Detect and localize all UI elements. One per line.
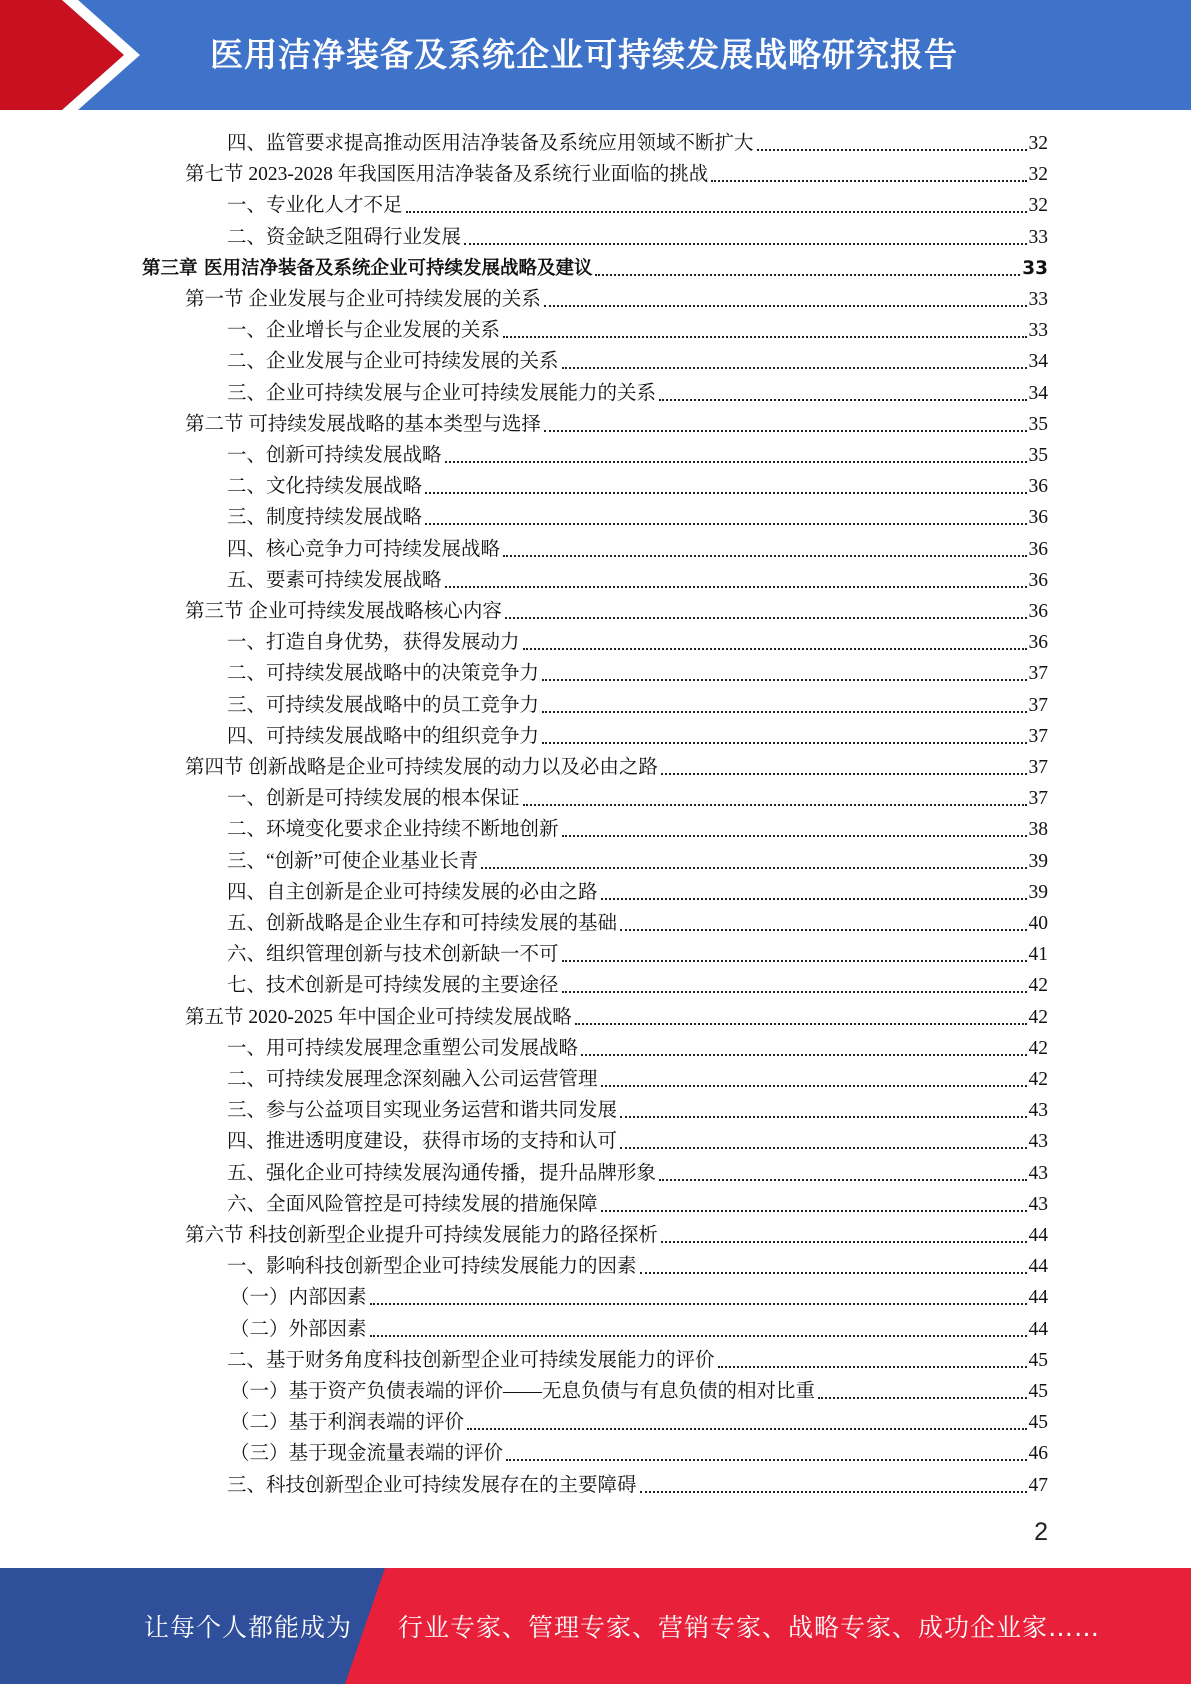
toc-entry[interactable] [227, 783, 1048, 814]
toc-entry-page: 45 [1028, 1381, 1048, 1402]
toc-entry-title: （一）内部因素 [230, 1287, 367, 1309]
toc-dot-leader [523, 804, 1027, 806]
toc-entry-page: 43 [1028, 1193, 1048, 1215]
toc-entry-page: 32 [1028, 195, 1048, 217]
toc-entry-page: 42 [1028, 1069, 1048, 1090]
toc-dot-leader [467, 1428, 1026, 1430]
toc-entry[interactable] [227, 1251, 1048, 1282]
toc-entry-title: （二）外部因素 [230, 1318, 367, 1340]
toc-entry-title: 六、全面风险管控是可持续发展的措施保障 [227, 1193, 598, 1215]
toc-entry-title: 三、企业可持续发展与企业可持续发展能力的关系 [227, 382, 657, 404]
toc-entry-title: 第二节 可持续发展战略的基本类型与选择 [185, 413, 541, 435]
toc-entry-title: 五、强化企业可持续发展沟通传播，提升品牌形象 [227, 1162, 657, 1184]
toc-dot-leader [542, 711, 1026, 713]
toc-dot-leader [718, 1366, 1027, 1368]
toc-entry-title: 二、基于财务角度科技创新型企业可持续发展能力的评价 [227, 1349, 715, 1371]
toc-entry-page: 46 [1028, 1443, 1048, 1465]
toc-entry[interactable] [227, 877, 1048, 908]
toc-entry-title: 四、监管要求提高推动医用洁净装备及系统应用领域不断扩大 [227, 133, 754, 154]
toc-entry-page: 37 [1028, 788, 1048, 810]
toc-dot-leader [370, 1335, 1027, 1337]
toc-dot-leader [620, 1147, 1026, 1149]
toc-entry-title: 一、创新是可持续发展的根本保证 [227, 788, 520, 810]
toc-dot-leader [542, 679, 1026, 681]
toc-dot-leader [640, 1491, 1027, 1493]
toc-entry-page: 44 [1028, 1225, 1048, 1246]
toc-dot-leader [818, 1397, 1026, 1399]
toc-entry-page: 32 [1028, 133, 1048, 154]
toc-entry-title: 四、推进透明度建设，获得市场的支持和认可 [227, 1131, 618, 1153]
toc-entry-page: 35 [1028, 413, 1048, 435]
toc-entry-page: 32 [1028, 164, 1048, 186]
toc-entry[interactable] [227, 908, 1048, 939]
toc-entry[interactable] [227, 346, 1048, 377]
toc-entry[interactable] [227, 1095, 1048, 1126]
toc-dot-leader [581, 1054, 1026, 1056]
toc-entry-title: 二、环境变化要求企业持续不断地创新 [227, 819, 559, 841]
toc-dot-leader [562, 960, 1027, 962]
toc-entry-title: 第四节 创新战略是企业可持续发展的动力以及必由之路 [185, 757, 658, 778]
toc-entry-page: 37 [1028, 757, 1048, 778]
toc-entry-page: 44 [1028, 1318, 1048, 1340]
toc-entry-page: 47 [1028, 1474, 1048, 1496]
toc-entry-title: 二、企业发展与企业可持续发展的关系 [227, 351, 559, 373]
toc-entry-title: 第三章 医用洁净装备及系统企业可持续发展战略及建议 [142, 257, 593, 279]
toc-entry-page: 33 [1022, 257, 1048, 279]
toc-dot-leader [544, 430, 1027, 432]
toc-dot-leader [575, 1023, 1027, 1025]
toc-entry-page: 40 [1028, 913, 1048, 934]
toc-entry[interactable] [230, 1376, 1048, 1407]
toc-entry-page: 36 [1028, 538, 1048, 560]
toc-entry-page: 38 [1028, 819, 1048, 841]
toc-entry[interactable] [227, 814, 1048, 845]
toc-entry-page: 33 [1028, 320, 1048, 342]
toc-entry[interactable] [227, 565, 1048, 596]
toc-entry-title: 五、要素可持续发展战略 [227, 569, 442, 591]
toc-entry-title: 三、“创新”可使企业基业长青 [227, 850, 479, 872]
toc-entry-title: 一、创新可持续发展战略 [227, 445, 442, 466]
toc-dot-leader [503, 555, 1026, 557]
toc-entry-page: 39 [1028, 881, 1048, 903]
toc-entry-title: 第一节 企业发展与企业可持续发展的关系 [185, 289, 541, 310]
toc-entry-title: 二、文化持续发展战略 [227, 476, 423, 498]
toc-entry[interactable] [227, 627, 1048, 658]
report-title: 医用洁净装备及系统企业可持续发展战略研究报告 [210, 35, 958, 74]
header-arrow-decoration [0, 0, 150, 110]
toc-dot-leader [562, 367, 1027, 369]
toc-entry-page: 41 [1028, 944, 1048, 966]
toc-dot-leader [601, 898, 1027, 900]
toc-entry-page: 36 [1028, 507, 1048, 529]
toc-entry-title: 四、自主创新是企业可持续发展的必由之路 [227, 881, 598, 903]
toc-entry[interactable] [227, 1064, 1048, 1095]
toc-entry-page: 36 [1028, 569, 1048, 591]
toc-dot-leader [640, 1272, 1027, 1274]
toc-entry-page: 45 [1028, 1349, 1048, 1371]
toc-entry[interactable] [227, 939, 1048, 970]
toc-entry[interactable] [230, 1282, 1048, 1313]
toc-entry-title: 一、影响科技创新型企业可持续发展能力的因素 [227, 1256, 637, 1278]
toc-entry-page: 44 [1028, 1287, 1048, 1309]
toc-entry-title: 第五节 2020-2025 年中国企业可持续发展战略 [185, 1006, 572, 1028]
toc-entry-title: 三、参与公益项目实现业务运营和谐共同发展 [227, 1100, 618, 1122]
toc-dot-leader [464, 243, 1026, 245]
toc-entry-page: 44 [1028, 1256, 1048, 1278]
toc-entry-page: 43 [1028, 1131, 1048, 1153]
toc-dot-leader [425, 492, 1026, 494]
toc-entry-page: 33 [1028, 289, 1048, 310]
toc-entry[interactable] [185, 284, 1048, 315]
toc-entry-title: 二、可持续发展战略中的决策竞争力 [227, 663, 540, 685]
toc-entry[interactable] [227, 846, 1048, 877]
toc-dot-leader [481, 867, 1026, 869]
toc-dot-leader [542, 742, 1026, 744]
toc-dot-leader [620, 929, 1026, 931]
toc-dot-leader [544, 305, 1027, 307]
toc-entry[interactable] [227, 1470, 1048, 1501]
toc-entry-page: 36 [1028, 476, 1048, 498]
toc-dot-leader [562, 835, 1027, 837]
toc-entry[interactable] [227, 721, 1048, 752]
toc-entry-title: 三、制度持续发展战略 [227, 507, 423, 529]
toc-dot-leader [595, 274, 1020, 276]
toc-dot-leader [425, 523, 1026, 525]
toc-entry-title: 一、企业增长与企业发展的关系 [227, 320, 501, 342]
toc-entry-page: 37 [1028, 663, 1048, 685]
toc-entry[interactable] [185, 596, 1048, 627]
toc-dot-leader [601, 1210, 1027, 1212]
toc-entry-title: 一、专业化人才不足 [227, 195, 403, 217]
toc-entry[interactable] [227, 315, 1048, 346]
toc-entry-page: 43 [1028, 1100, 1048, 1122]
toc-entry[interactable] [227, 690, 1048, 721]
toc-dot-leader [659, 1179, 1026, 1181]
toc-dot-leader [711, 180, 1026, 182]
toc-entry[interactable] [227, 502, 1048, 533]
toc-entry-title: 第六节 科技创新型企业提升可持续发展能力的路径探析 [185, 1225, 658, 1246]
toc-dot-leader [562, 991, 1027, 993]
toc-entry-page: 42 [1028, 1006, 1048, 1028]
toc-entry-title: 五、创新战略是企业生存和可持续发展的基础 [227, 913, 618, 934]
page-footer [0, 1568, 1191, 1684]
toc-dot-leader [620, 1116, 1026, 1118]
toc-entry[interactable] [185, 1220, 1048, 1251]
toc-entry-title: 一、打造自身优势，获得发展动力 [227, 632, 520, 654]
toc-entry[interactable] [227, 128, 1048, 159]
toc-entry-title: （三）基于现金流量表端的评价 [230, 1443, 504, 1465]
toc-entry[interactable] [230, 1314, 1048, 1345]
toc-entry-title: 一、用可持续发展理念重塑公司发展战略 [227, 1037, 579, 1059]
toc-entry-page: 34 [1028, 382, 1048, 404]
toc-entry-title: （一）基于资产负债表端的评价——无息负债与有息负债的相对比重 [230, 1381, 816, 1402]
toc-entry-page: 33 [1028, 226, 1048, 248]
toc-entry[interactable] [227, 1189, 1048, 1220]
toc-entry-page: 35 [1028, 445, 1048, 466]
toc-dot-leader [601, 1085, 1027, 1087]
toc-entry-title: 四、可持续发展战略中的组织竞争力 [227, 725, 540, 747]
toc-entry-title: 二、可持续发展理念深刻融入公司运营管理 [227, 1069, 598, 1090]
toc-dot-leader [523, 648, 1027, 650]
toc-entry[interactable] [227, 970, 1048, 1001]
toc-entry-title: 四、核心竞争力可持续发展战略 [227, 538, 501, 560]
toc-entry[interactable] [230, 1407, 1048, 1438]
toc-entry-page: 45 [1028, 1412, 1048, 1434]
toc-entry[interactable] [227, 378, 1048, 409]
footer-slogan: 让每个人都能成为 [144, 1613, 353, 1642]
toc-entry-page: 37 [1028, 694, 1048, 716]
toc-entry-title: 二、资金缺乏阻碍行业发展 [227, 226, 462, 248]
toc-entry-title: 第三节 企业可持续发展战略核心内容 [185, 601, 502, 622]
toc-entry[interactable] [227, 534, 1048, 565]
toc-dot-leader [661, 1241, 1027, 1243]
footer-roles: 行业专家、管理专家、营销专家、战略专家、成功企业家…… [398, 1613, 1101, 1642]
toc-dot-leader [506, 1459, 1026, 1461]
toc-dot-leader [505, 617, 1027, 619]
toc-entry-title: 六、组织管理创新与技术创新缺一不可 [227, 944, 559, 966]
toc-entry-page: 36 [1028, 632, 1048, 654]
toc-entry[interactable] [227, 1345, 1048, 1376]
toc-dot-leader [445, 461, 1027, 463]
toc-entry[interactable] [227, 1126, 1048, 1157]
toc-entry[interactable] [227, 190, 1048, 221]
toc-entry[interactable] [142, 253, 1048, 284]
toc-entry[interactable] [227, 440, 1048, 471]
toc-entry-title: 第七节 2023-2028 年我国医用洁净装备及系统行业面临的挑战 [185, 164, 709, 186]
toc-dot-leader [445, 586, 1027, 588]
page-number: 2 [1034, 1518, 1048, 1546]
toc-entry[interactable] [227, 658, 1048, 689]
toc-entry-title: 三、可持续发展战略中的员工竞争力 [227, 694, 540, 716]
toc-entry-page: 42 [1028, 1037, 1048, 1059]
toc-entry[interactable] [227, 471, 1048, 502]
toc-entry[interactable] [227, 1033, 1048, 1064]
toc-entry-page: 37 [1028, 725, 1048, 747]
toc-dot-leader [370, 1303, 1027, 1305]
toc-dot-leader [757, 149, 1027, 151]
toc-dot-leader [661, 773, 1027, 775]
toc-entry[interactable] [230, 1438, 1048, 1469]
toc-entry[interactable] [185, 409, 1048, 440]
toc-entry[interactable] [185, 1002, 1048, 1033]
toc-dot-leader [503, 336, 1026, 338]
toc-dot-leader [659, 399, 1026, 401]
toc-entry-title: 三、科技创新型企业可持续发展存在的主要障碍 [227, 1474, 637, 1496]
toc-entry-page: 42 [1028, 975, 1048, 997]
toc-entry[interactable] [185, 159, 1048, 190]
toc-entry-page: 43 [1028, 1162, 1048, 1184]
page-header [0, 0, 1191, 110]
toc-entry[interactable] [227, 1158, 1048, 1189]
toc-entry-page: 39 [1028, 850, 1048, 872]
toc-entry-title: （二）基于利润表端的评价 [230, 1412, 465, 1434]
toc-entry[interactable] [185, 752, 1048, 783]
toc-entry-page: 36 [1028, 601, 1048, 622]
toc-entry-title: 七、技术创新是可持续发展的主要途径 [227, 975, 559, 997]
toc-entry[interactable] [227, 222, 1048, 253]
toc-dot-leader [406, 211, 1027, 213]
toc-entry-page: 34 [1028, 351, 1048, 373]
